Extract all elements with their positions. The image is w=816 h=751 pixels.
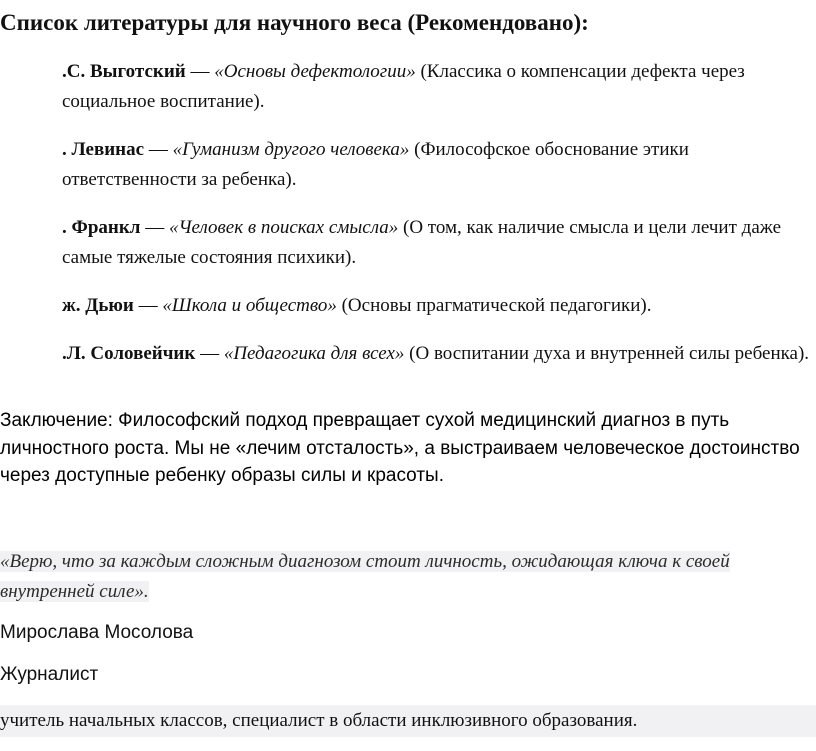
reference-item: [62, 339, 816, 369]
quote-block: [0, 547, 816, 607]
bibliography-heading: Список литературы для научного веса (Рекомендовано):: [0, 10, 589, 35]
reference-dash: —: [140, 217, 169, 238]
reference-note: (О том, как наличие смысла и цели лечит даже самые тяжелые состояния психики).: [62, 217, 782, 268]
signature-role: Журналист: [0, 664, 99, 685]
reference-note: (Классика о компенсации дефекта через социальное воспитание).: [62, 61, 745, 112]
reference-author: . Левинас: [62, 139, 145, 160]
reference-dash: —: [133, 295, 163, 316]
reference-author: .С. Выготский: [62, 61, 186, 82]
reference-item: [62, 135, 816, 195]
reference-dash: —: [195, 343, 224, 364]
reference-item: [62, 291, 816, 321]
reference-author: .Л. Соловейчик: [62, 343, 196, 364]
conclusion-paragraph: Заключение: Философский подход превращает сухой медицинский диагноз в путь личностного роста. Мы не «лечим отсталость», а выстраиваем человеческое достоинство через доступные ребенку образы силы и красоты.: [0, 410, 800, 486]
reference-item: [62, 57, 816, 117]
reference-note: (Философское обоснование этики ответственности за ребенка).: [62, 139, 689, 190]
reference-title: «Основы дефектологии»: [214, 61, 416, 82]
reference-title: «Человек в поисках смысла»: [168, 217, 399, 238]
reference-list: [62, 57, 816, 387]
reference-dash: —: [185, 61, 215, 82]
signature-description: учитель начальных классов, специалист в области инклюзивного образования.: [0, 705, 816, 737]
quote-text: «Верю, что за каждым сложным диагнозом стоит личность, ожидающая ключа к своей внутренней силе».: [0, 551, 730, 602]
reference-title: «Гуманизм другого человека»: [172, 139, 410, 160]
reference-note: (О воспитании духа и внутренней силы ребенка).: [404, 343, 810, 364]
reference-title: «Школа и общество»: [162, 295, 337, 316]
reference-author: . Франкл: [62, 217, 141, 238]
signature-name: Мирослава Мосолова: [0, 622, 194, 643]
reference-title: «Педагогика для всех»: [223, 343, 405, 364]
reference-author: ж. Дьюи: [62, 295, 134, 316]
reference-dash: —: [144, 139, 173, 160]
reference-note: (Основы прагматической педагогики).: [336, 295, 652, 316]
reference-item: [62, 213, 816, 273]
